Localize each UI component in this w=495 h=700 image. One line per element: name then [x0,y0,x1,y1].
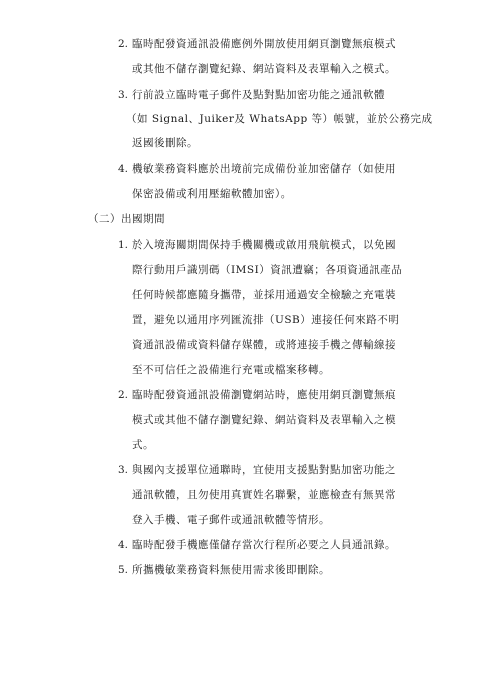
list-item-line: 模式或其他不儲存瀏覽紀錄、網站資料及表單輸入之模 [132,414,396,426]
list-item-line: 登入手機、電子郵件或通訊軟體等情形。 [132,514,330,526]
list-item-line: 於入境海關期間保持手機關機或啟用飛航模式，以免國 [132,239,396,251]
list-item-line: 置，避免以通用序列匯流排（USB）連接任何來路不明 [132,314,400,326]
list-item-line: 至不可信任之設備進行充電或檔案移轉。 [132,364,330,376]
list-item-line: 所攜機敏業務資料無使用需求後即刪除。 [132,564,330,576]
list-item-line: 臨時配發資通訊設備瀏覽網站時，應使用網頁瀏覽無痕 [132,389,396,401]
list-item-line: 式。 [132,439,154,451]
list-item-line: 通訊軟體，且勿使用真實姓名聯繫，並應檢查有無異常 [132,489,396,501]
list-item-number: 3. [118,89,129,101]
list-item-line: （如 Signal、Juiker及 WhatsApp 等）帳號，並於公務完成 [126,113,433,125]
list-item-line: 資通訊設備或資料儲存媒體，或將連接手機之傳輸線接 [132,339,396,351]
list-item-number: 1. [118,239,129,251]
section-title: （二）出國期間 [88,213,165,225]
list-item-line: 行前設立臨時電子郵件及點對點加密功能之通訊軟體 [132,89,385,101]
list-item-number: 5. [118,564,129,576]
list-item-number: 3. [118,464,129,476]
list-item-line: 機敏業務資料應於出境前完成備份並加密儲存（如使用 [132,163,396,175]
list-item-number: 4. [118,163,129,175]
list-item-number: 4. [118,539,129,551]
list-item-number: 2. [118,38,129,50]
list-item-line: 臨時配發手機應僅儲存當次行程所必要之人員通訊錄。 [132,539,396,551]
list-item-line: 際行動用戶識別碼（IMSI）資訊遭竊；各項資通訊產品 [132,264,403,276]
list-item-line: 任何時候都應隨身攜帶，並採用通過安全檢驗之充電裝 [132,289,396,301]
list-item-line: 或其他不儲存瀏覽紀錄、網站資料及表單輸入之模式。 [132,63,396,75]
list-item-line: 返國後刪除。 [132,137,198,149]
list-item-line: 保密設備或利用壓縮軟體加密）。 [132,188,292,200]
list-item-line: 臨時配發資通訊設備應例外開放使用網頁瀏覽無痕模式 [132,38,396,50]
list-item-number: 2. [118,389,129,401]
list-item-line: 與國內支援單位通聯時，宜使用支援點對點加密功能之 [132,464,396,476]
